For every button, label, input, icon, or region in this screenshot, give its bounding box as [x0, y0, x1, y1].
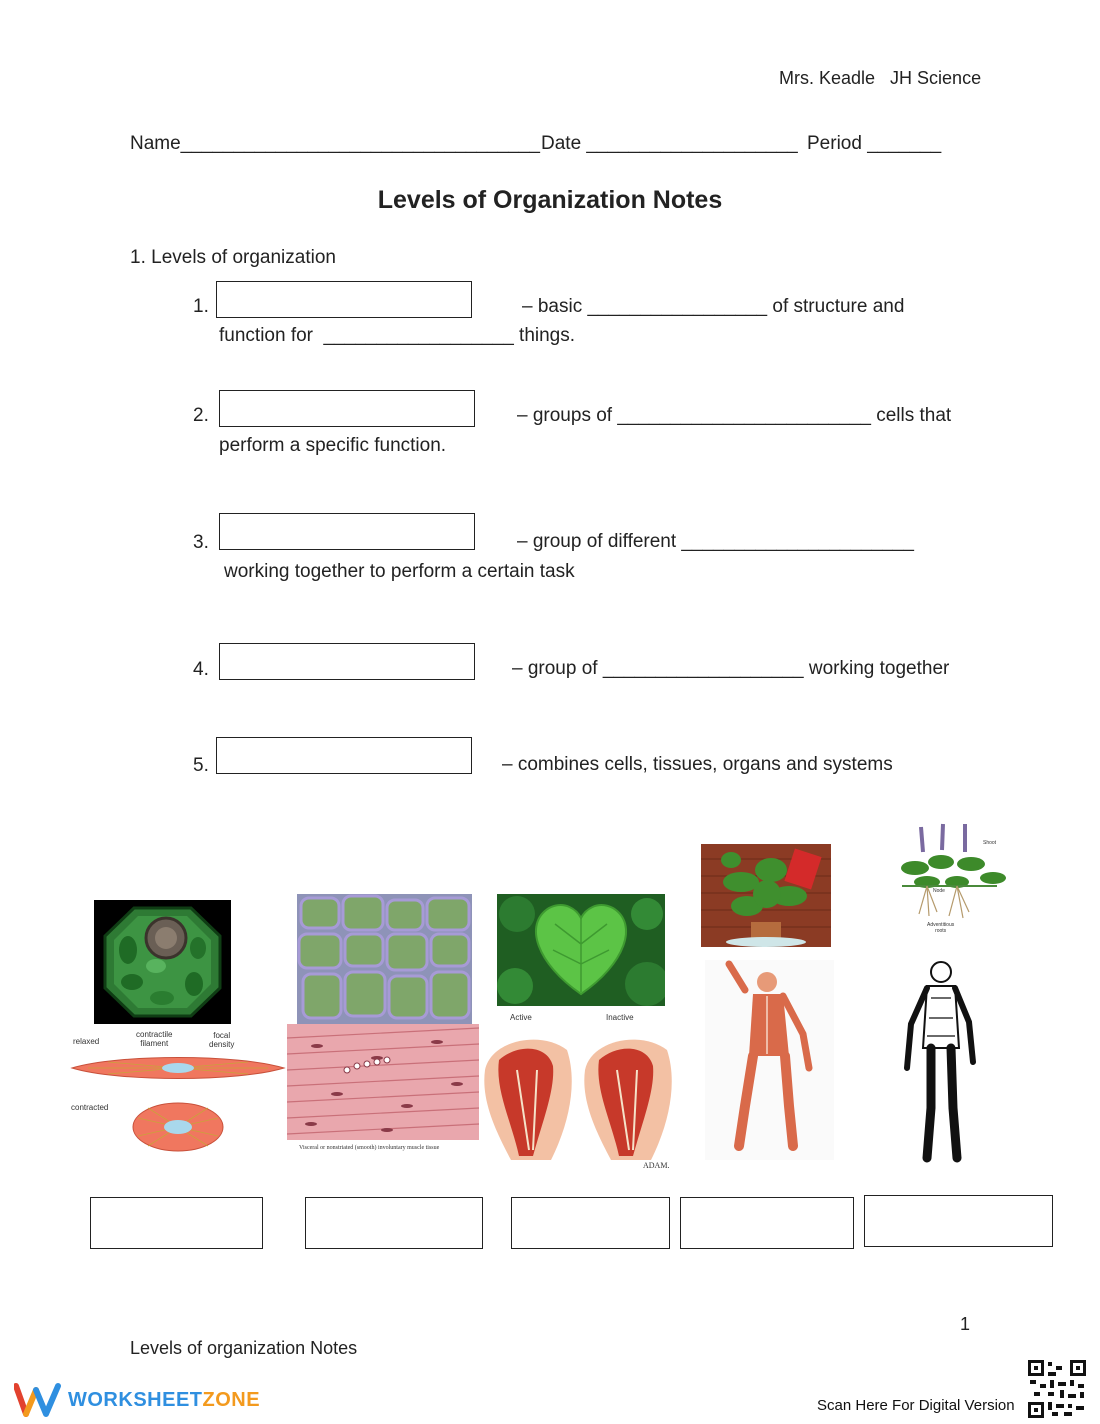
date-field[interactable]: Date ____________________	[541, 133, 798, 154]
label-adam: ADAM.	[643, 1161, 670, 1170]
label-contracted: contracted	[71, 1103, 109, 1112]
qr-code-icon[interactable]	[1028, 1360, 1086, 1418]
image-answer-box[interactable]	[90, 1197, 263, 1249]
page-title: Levels of Organization Notes	[377, 186, 723, 214]
item-number: 5.	[193, 755, 209, 776]
label-roots: Adventitious roots	[927, 922, 955, 934]
arm-muscle-image	[481, 1010, 684, 1170]
potted-plant-image	[701, 844, 831, 947]
item-text-cont: perform a specific function.	[219, 435, 447, 456]
item-text: – group of ___________________ working together	[512, 658, 950, 679]
page-number: 1	[960, 1314, 971, 1334]
worksheetzone-logo-icon	[14, 1382, 62, 1418]
image-answer-box[interactable]	[511, 1197, 670, 1249]
label-focal: focal density	[209, 1031, 235, 1049]
plant-cell-image	[94, 900, 231, 1024]
label-shoot: Shoot	[983, 840, 997, 846]
caption-smooth-muscle: Visceral or nonstriated (smooth) involuntary muscle tissue	[299, 1145, 440, 1151]
period-field[interactable]: Period _______	[807, 133, 942, 154]
image-answer-box[interactable]	[864, 1195, 1053, 1247]
item-text-cont: working together to perform a certain task	[224, 561, 575, 582]
section-heading: 1. Levels of organization	[130, 247, 336, 268]
item-text: – basic _________________ of structure and	[522, 296, 905, 317]
image-answer-box[interactable]	[680, 1197, 854, 1249]
answer-box[interactable]	[216, 281, 472, 318]
scan-text: Scan Here For Digital Version	[817, 1397, 1015, 1414]
item-text-cont: function for __________________ things.	[219, 325, 576, 346]
brand-name-part1: WORKSHEET	[68, 1389, 203, 1411]
label-node: Node	[933, 888, 945, 894]
name-field[interactable]: Name__________________________________	[130, 133, 540, 154]
answer-box[interactable]	[219, 513, 475, 550]
label-relaxed: relaxed	[73, 1037, 100, 1046]
plant-tissue-image	[297, 894, 472, 1024]
leaf-organ-image	[497, 894, 665, 1006]
label-active: Active	[510, 1013, 532, 1022]
answer-box[interactable]	[216, 737, 472, 774]
brand-name[interactable]	[68, 1390, 260, 1410]
teacher-header: Mrs. Keadle JH Science	[779, 68, 982, 88]
smooth-muscle-tissue-image	[287, 1024, 479, 1156]
answer-box[interactable]	[219, 643, 475, 680]
answer-box[interactable]	[219, 390, 475, 427]
item-number: 2.	[193, 405, 209, 426]
footer-doc-title: Levels of organization Notes	[130, 1338, 358, 1358]
item-number: 1.	[193, 296, 209, 317]
item-text: – groups of ________________________ cells that	[517, 405, 952, 426]
item-text: – combines cells, tissues, organs and systems	[502, 754, 893, 775]
item-text: – group of different ______________________	[517, 531, 914, 552]
brand-name-part2: ZONE	[202, 1389, 261, 1411]
human-organism-image	[897, 958, 987, 1168]
label-inactive: Inactive	[606, 1013, 634, 1022]
image-answer-box[interactable]	[305, 1197, 483, 1249]
item-number: 4.	[193, 659, 209, 680]
muscular-system-image	[705, 960, 834, 1160]
muscle-cell-image	[68, 1026, 288, 1156]
whole-plant-image	[897, 822, 1007, 937]
label-filament: contractile filament	[136, 1030, 173, 1048]
item-number: 3.	[193, 532, 209, 553]
